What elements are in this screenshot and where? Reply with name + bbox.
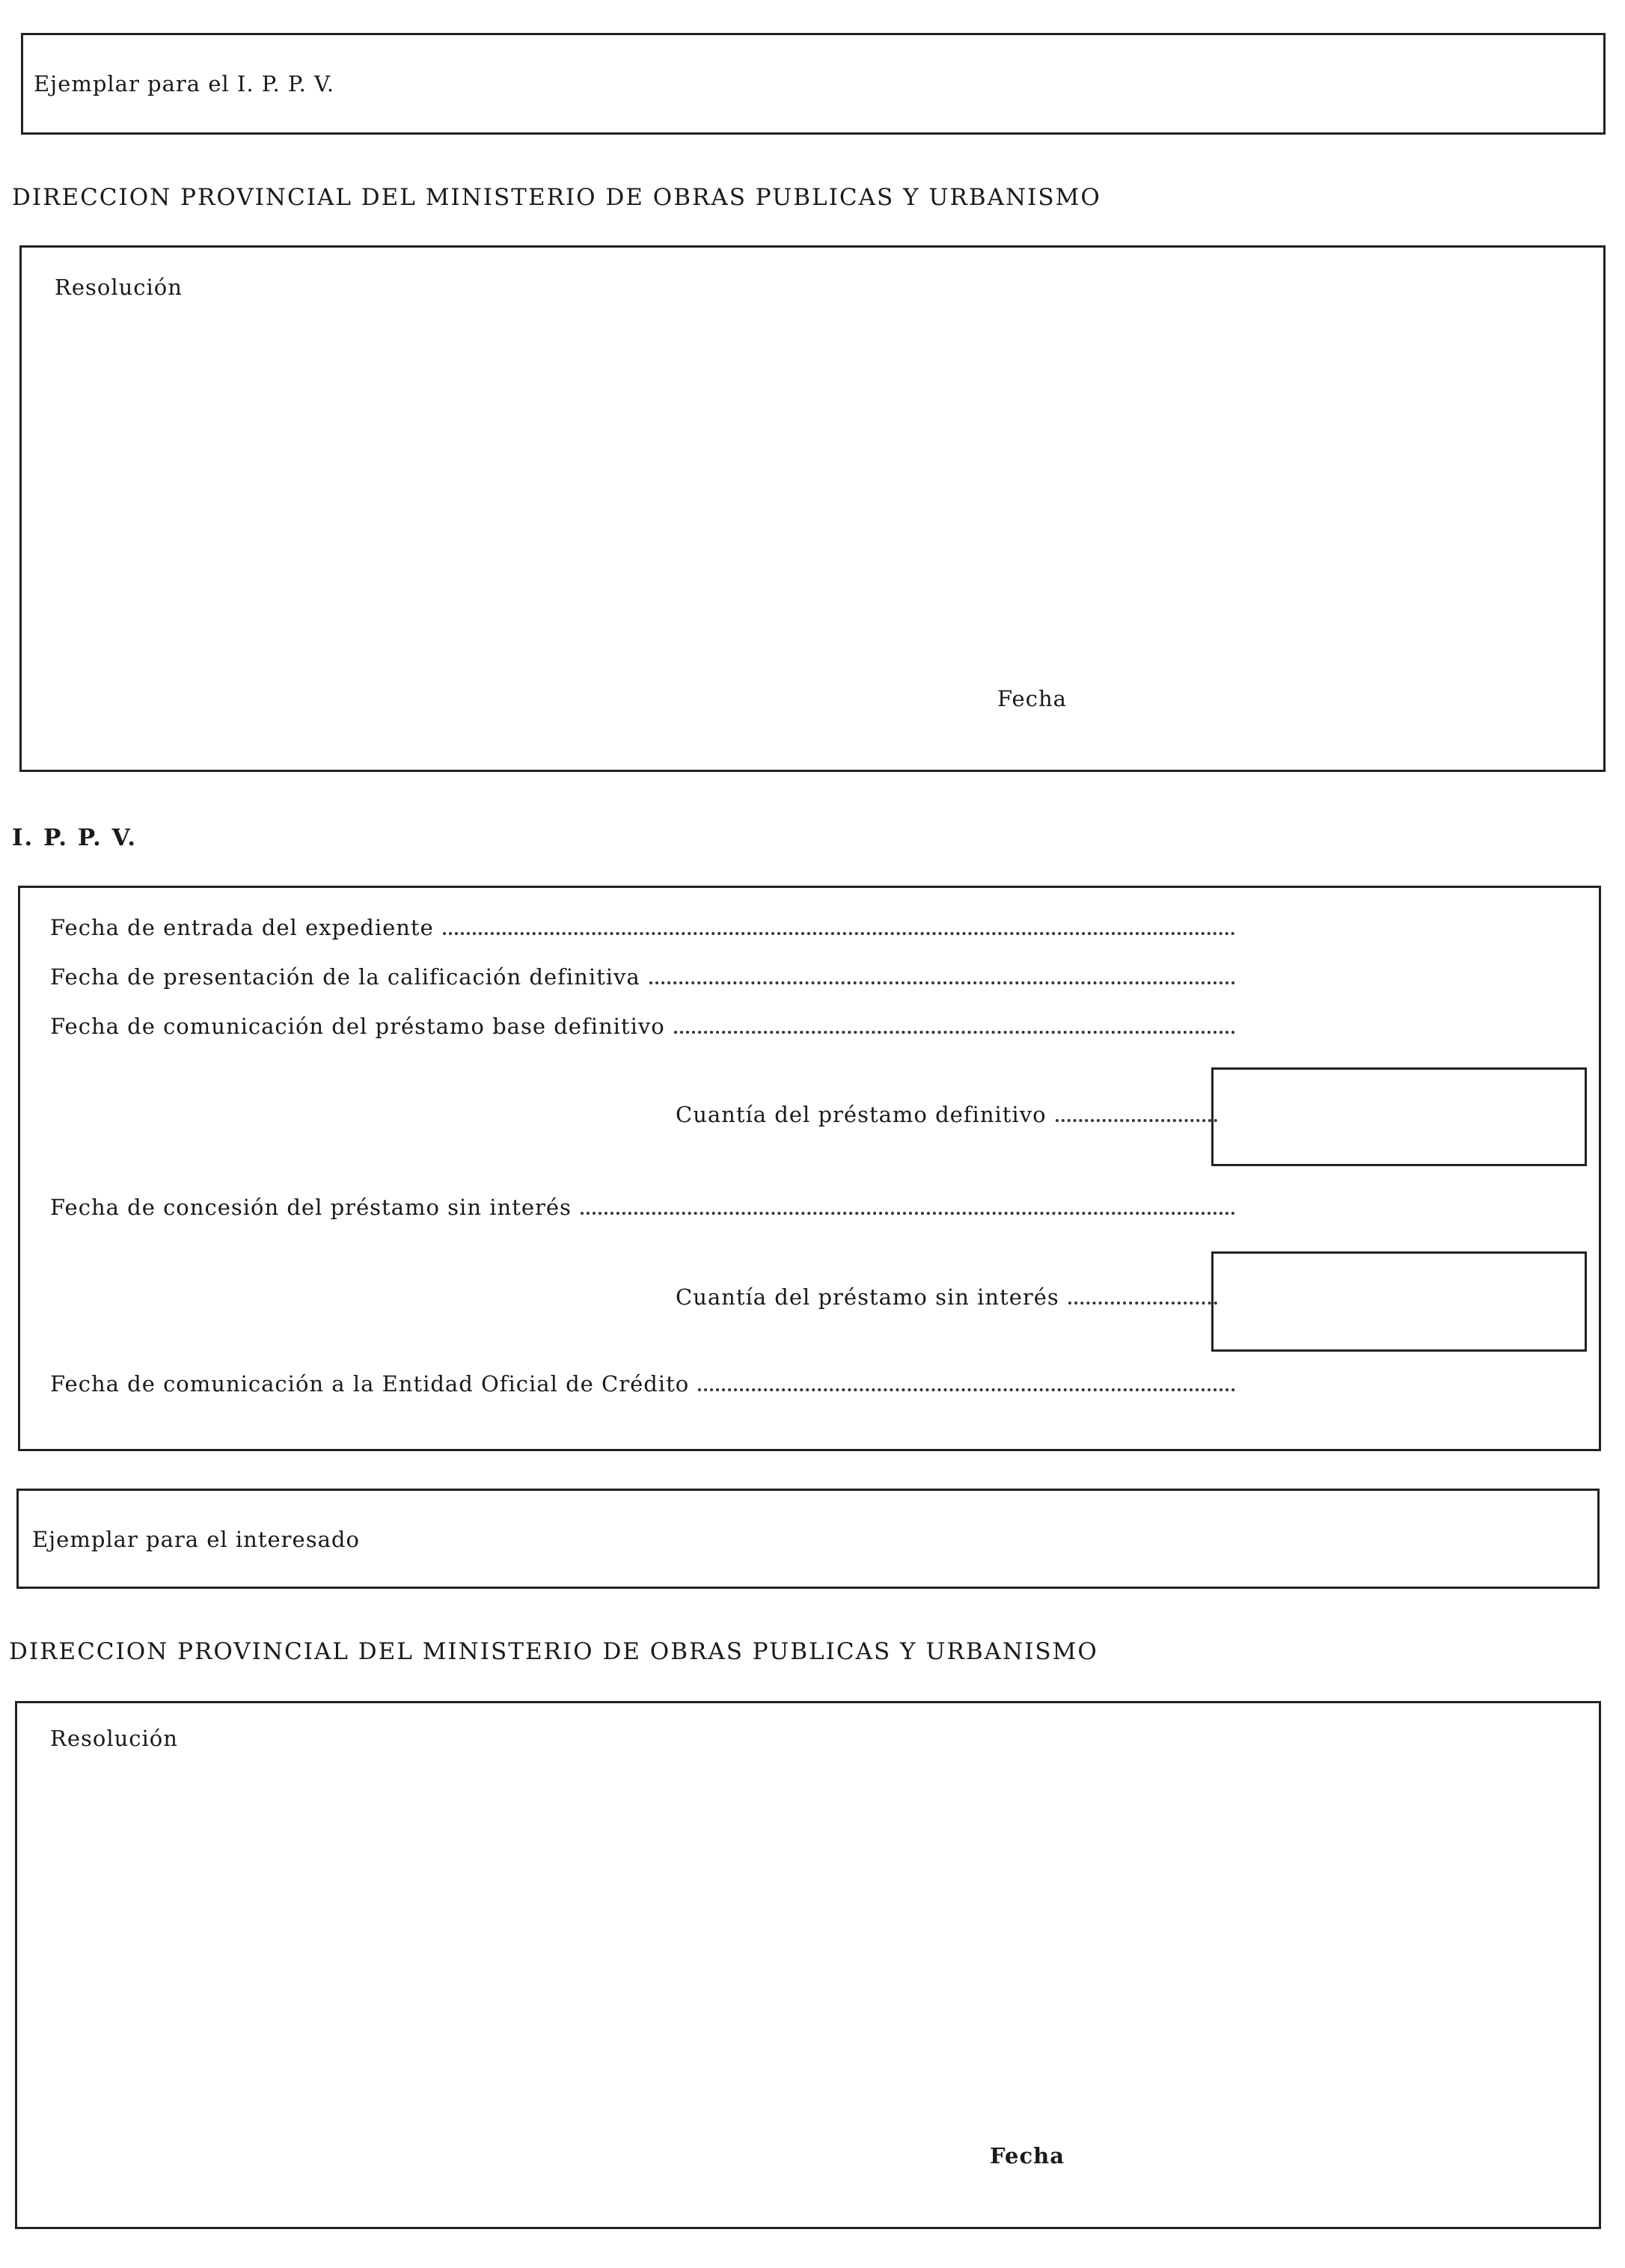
cuantia-definitivo-input-box[interactable]: [1211, 1067, 1587, 1166]
cuantia-sin-interes-label: Cuantía del préstamo sin interés: [676, 1284, 1059, 1310]
resolucion-box-ippv[interactable]: [19, 245, 1606, 772]
copy-label-ippv: Ejemplar para el I. P. P. V.: [34, 71, 335, 96]
fecha-entrada-dotted-field[interactable]: [443, 932, 1235, 935]
fecha-comunicacion-prestamo-row[interactable]: [50, 1009, 1235, 1039]
cuantia-definitivo-dots: [1056, 1119, 1217, 1122]
direccion-heading-ippv: DIRECCION PROVINCIAL DEL MINISTERIO DE OBRAS PUBLICAS Y URBANISMO: [12, 184, 1101, 211]
fecha-presentacion-dotted-field[interactable]: [649, 981, 1235, 984]
copy-label-interesado: Ejemplar para el interesado: [32, 1527, 360, 1552]
fecha-comunicacion-prestamo-dotted-field[interactable]: [674, 1031, 1235, 1034]
fecha-comunicacion-entidad-row[interactable]: [50, 1367, 1235, 1397]
cuantia-sin-interes-input-box[interactable]: [1211, 1251, 1587, 1352]
ippv-data-box: [18, 886, 1601, 1451]
fecha-comunicacion-entidad-dotted-field[interactable]: [698, 1388, 1235, 1391]
resolucion-label-interesado: Resolución: [50, 1726, 178, 1751]
fecha-label-ippv: Fecha: [997, 686, 1067, 711]
fecha-concesion-row[interactable]: [50, 1190, 1235, 1220]
fecha-comunicacion-entidad-label: Fecha de comunicación a la Entidad Oficial de Crédito: [50, 1371, 690, 1397]
copy-label-box-interesado: [16, 1489, 1600, 1589]
fecha-concesion-label: Fecha de concesión del préstamo sin interés: [50, 1195, 572, 1220]
resolucion-label-ippv: Resolución: [55, 275, 183, 300]
fecha-comunicacion-prestamo-label: Fecha de comunicación del préstamo base definitivo: [50, 1014, 665, 1039]
fecha-label-interesado: Fecha: [990, 2143, 1065, 2169]
resolucion-box-interesado[interactable]: [15, 1701, 1601, 2229]
ippv-heading: I. P. P. V.: [12, 824, 138, 851]
cuantia-sin-interes-dots: [1068, 1302, 1217, 1305]
fecha-presentacion-row[interactable]: [50, 960, 1235, 990]
cuantia-definitivo-row[interactable]: [676, 1097, 1217, 1127]
direccion-heading-interesado: DIRECCION PROVINCIAL DEL MINISTERIO DE OBRAS PUBLICAS Y URBANISMO: [9, 1638, 1098, 1665]
cuantia-sin-interes-row[interactable]: [676, 1280, 1217, 1310]
fecha-entrada-label: Fecha de entrada del expediente: [50, 915, 434, 940]
fecha-presentacion-label: Fecha de presentación de la calificación definitiva: [50, 964, 640, 990]
fecha-entrada-row[interactable]: [50, 910, 1235, 940]
cuantia-definitivo-label: Cuantía del préstamo definitivo: [676, 1102, 1047, 1127]
fecha-concesion-dotted-field[interactable]: [581, 1212, 1235, 1215]
copy-label-box-ippv: [21, 33, 1606, 135]
